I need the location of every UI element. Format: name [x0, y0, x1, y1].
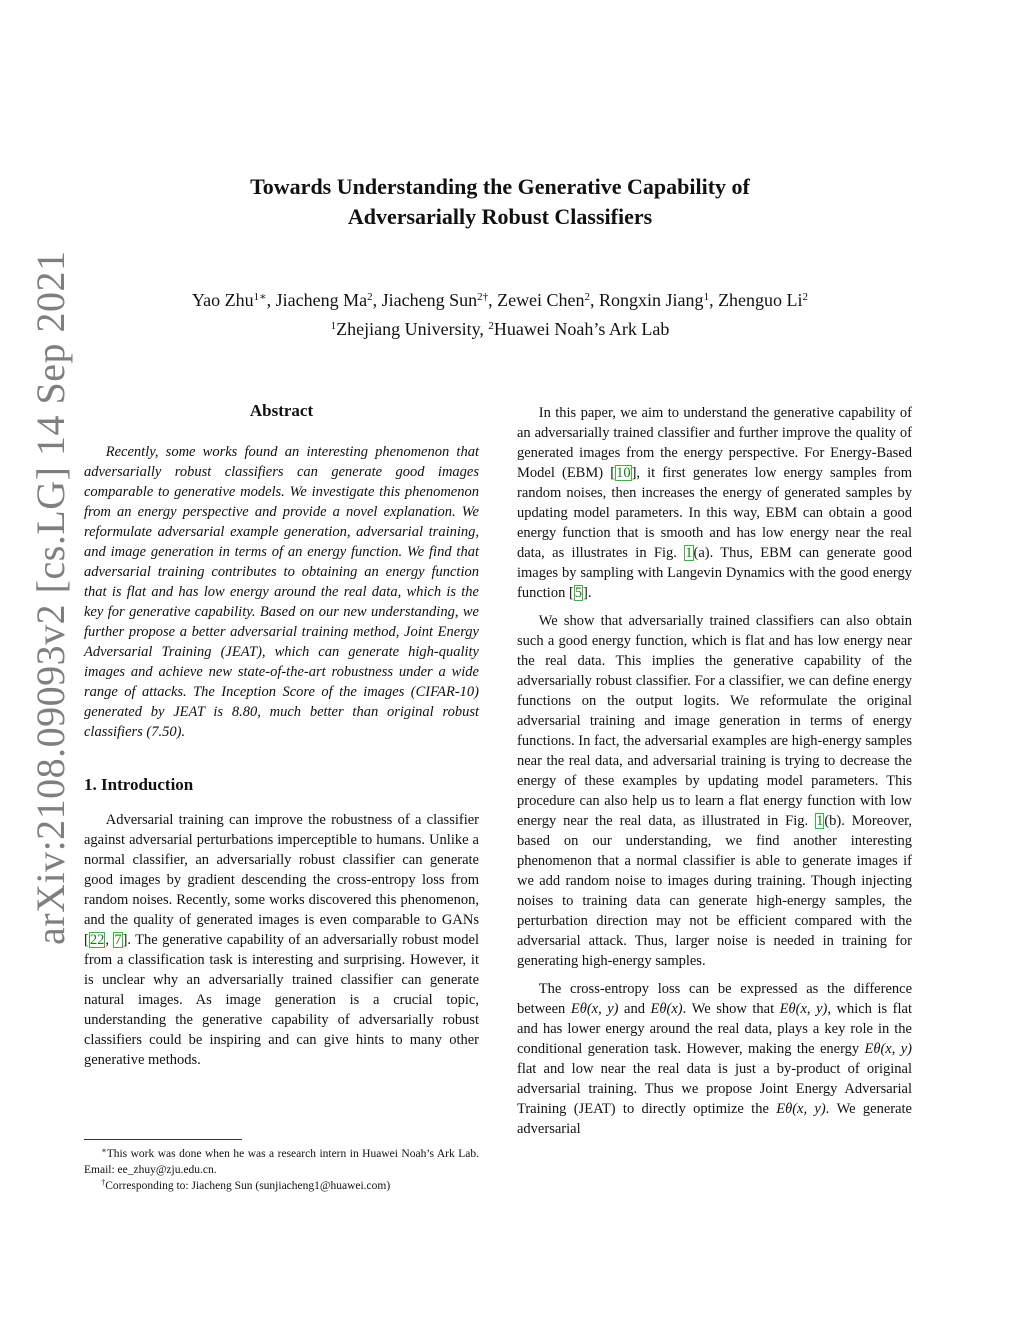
- title-line-1: Towards Understanding the Generative Capability of: [250, 174, 750, 199]
- author-superscript: 2: [802, 291, 809, 303]
- citation-link[interactable]: 7: [114, 932, 122, 948]
- figure-link[interactable]: 1: [816, 813, 824, 829]
- footnote-divider: [84, 1139, 242, 1140]
- author-superscript: 1: [703, 291, 710, 303]
- affiliation: Huawei Noah’s Ark Lab: [493, 319, 670, 339]
- citation-link[interactable]: 5: [574, 585, 583, 601]
- text-run: (b). Moreover, based on our understanding, we find another interesting phenomenon that a normal classifier is able to generate images if we add random noise to images during training. Though injecting noises to training data can generate high-energy samples, the perturbation direction may not be efficient compared with the adversarial attack. Thus, larger noise is needed in training for generating high-energy samples.: [517, 813, 913, 969]
- text-run: ].: [583, 585, 592, 601]
- math-expression: Eθ(x, y): [864, 1041, 912, 1057]
- footnote-2: [84, 1178, 479, 1194]
- right-column: [517, 403, 912, 1147]
- text-run: ,: [105, 932, 114, 948]
- author-block: [0, 286, 1000, 344]
- author-name: , Jiacheng Ma: [266, 290, 368, 310]
- affiliation-superscript: 2: [488, 320, 494, 332]
- footnote-text: This work was done when he was a research intern in Huawei Noah’s Ark Lab. Email: ee_zhuy@zju.edu.cn.: [84, 1148, 479, 1176]
- text-run: We show that adversarially trained classifiers can also obtain such a good energy function, which is flat and has low energy near the real data. This implies the generative capability of the adversarially robust classifier. For a classifier, we can define energy functions on the output logits. We reformulate the original adversarial training and image generation in terms of energy functions. In fact, the adversarial examples are high-energy samples near the real data, and adversarial training is trying to decrease the energy of these examples by updating model parameters. This procedure can also help us to learn a flat energy function with low energy near the real data, as illustrated in Fig.: [517, 613, 912, 829]
- footnote-text: Corresponding to: Jiacheng Sun (sunjiacheng1@huawei.com): [105, 1180, 391, 1192]
- author-name: , Zewei Chen: [488, 290, 585, 310]
- text-run: In this paper, we aim to understand the generative capability of an adversarially trained classifier and further improve the quality of generated images from the energy perspective. For Energy-Based Model (EBM) [: [517, 405, 912, 481]
- text-run: , which is flat and has lower energy around the real data, plays a key role in the conditional generation task. However, making the energy: [517, 1001, 912, 1057]
- intro-paragraph-1: [84, 810, 479, 1070]
- text-run: and: [618, 1001, 651, 1017]
- author-superscript: 2: [367, 291, 373, 303]
- text-run: . We show that: [682, 1001, 780, 1017]
- affiliation-list: [0, 315, 1000, 344]
- paper-title: [0, 172, 1000, 232]
- author-superscript: 2†: [477, 291, 489, 303]
- text-run: flat and low near the real data is just a by-product of original adversarial training. Thus we propose Joint Energy Adversarial Training (JEAT) to directly optimize the: [517, 1061, 912, 1117]
- text-run: Adversarial training can improve the robustness of a classifier against adversarial perturbations imperceptible to humans. Unlike a normal classifier, an adversarially robust classifier can generate good images by gradient descending the cross-entropy loss from random noises. Recently, some works discovered this phenomenon, and the quality of generated images is even comparable to GANs [: [84, 812, 479, 948]
- author-name: , Rongxin Jiang: [590, 290, 704, 310]
- math-expression: Eθ(x, y): [570, 1001, 619, 1017]
- arxiv-side-stamp: [0, 250, 80, 955]
- author-name: , Zhenguo Li: [709, 290, 803, 310]
- footnote-mark: †: [101, 1178, 106, 1187]
- section-heading-introduction: 1. Introduction: [84, 775, 194, 794]
- title-line-2: Adversarially Robust Classifiers: [347, 204, 653, 229]
- abstract-text: Recently, some works found an interesting phenomenon that adversarially robust classifiers can generate good images comparable to generative models. We investigate this phenomenon from an energy perspective and provide a novel explanation. We reformulate adversarial example generation, adversarial training, and image generation in terms of an energy function. We find that adversarial training contributes to obtaining an energy function that is flat and has low energy around the real data, which is the key for generative capability. Based on our new understanding, we further propose a better adversarial training method, Joint Energy Adversarial Training (JEAT), which can generate high-quality images and achieve new state-of-the-art robustness under a wide range of attacks. The Inception Score of the images (CIFAR-10) generated by JEAT is 8.80, much better than original robust classifiers (7.50).: [84, 444, 479, 740]
- text-run: ], it first generates low energy samples from random noises, then increases the energy of generated samples by updating model parameters. In this way, EBM can obtain a good energy function that is smooth and has low energy near the real data, as illustrates in Fig.: [517, 465, 913, 561]
- left-column: [84, 400, 479, 1078]
- math-expression: Eθ(x, y): [779, 1001, 828, 1017]
- text-run: The cross-entropy loss can be expressed as the difference between: [517, 981, 912, 1017]
- intro-paragraph-4: [517, 979, 912, 1139]
- text-run: . We generate adversarial: [517, 1101, 912, 1137]
- footnote-1: [84, 1146, 479, 1178]
- footnote-mark: ∗: [101, 1146, 107, 1155]
- arxiv-identifier: arXiv:2108.09093v2 [cs.LG] 14 Sep 2021: [28, 250, 73, 945]
- intro-paragraph-2: [517, 403, 912, 603]
- affiliation-superscript: 1: [330, 320, 337, 332]
- text-run: ]. The generative capability of an adversarially robust model from a classification task is interesting and surprising. However, it is unclear why an adversarially trained classifier can generate natural images. As image generation is a crucial topic, understanding the generative capability of adversarially robust classifiers could be inspiring and can give hints to many other generative methods.: [84, 932, 480, 1068]
- math-expression: Eθ(x): [650, 1001, 683, 1017]
- text-run: (a). Thus, EBM can generate good images by sampling with Langevin Dynamics with the good energy function [: [517, 545, 912, 601]
- author-name: , Jiacheng Sun: [372, 290, 478, 310]
- abstract-heading: Abstract: [249, 401, 314, 420]
- intro-paragraph-3: [517, 611, 912, 971]
- author-name: Yao Zhu: [191, 290, 254, 310]
- figure-link[interactable]: 1: [685, 545, 693, 561]
- footnotes: [84, 1146, 479, 1194]
- author-superscript: 1∗: [253, 291, 267, 303]
- affiliation: Zhejiang University,: [336, 319, 489, 339]
- citation-link[interactable]: 22: [89, 932, 105, 948]
- author-superscript: 2: [584, 291, 591, 303]
- citation-link[interactable]: 10: [616, 465, 631, 481]
- author-list: [0, 286, 1000, 315]
- math-expression: Eθ(x, y): [776, 1101, 826, 1117]
